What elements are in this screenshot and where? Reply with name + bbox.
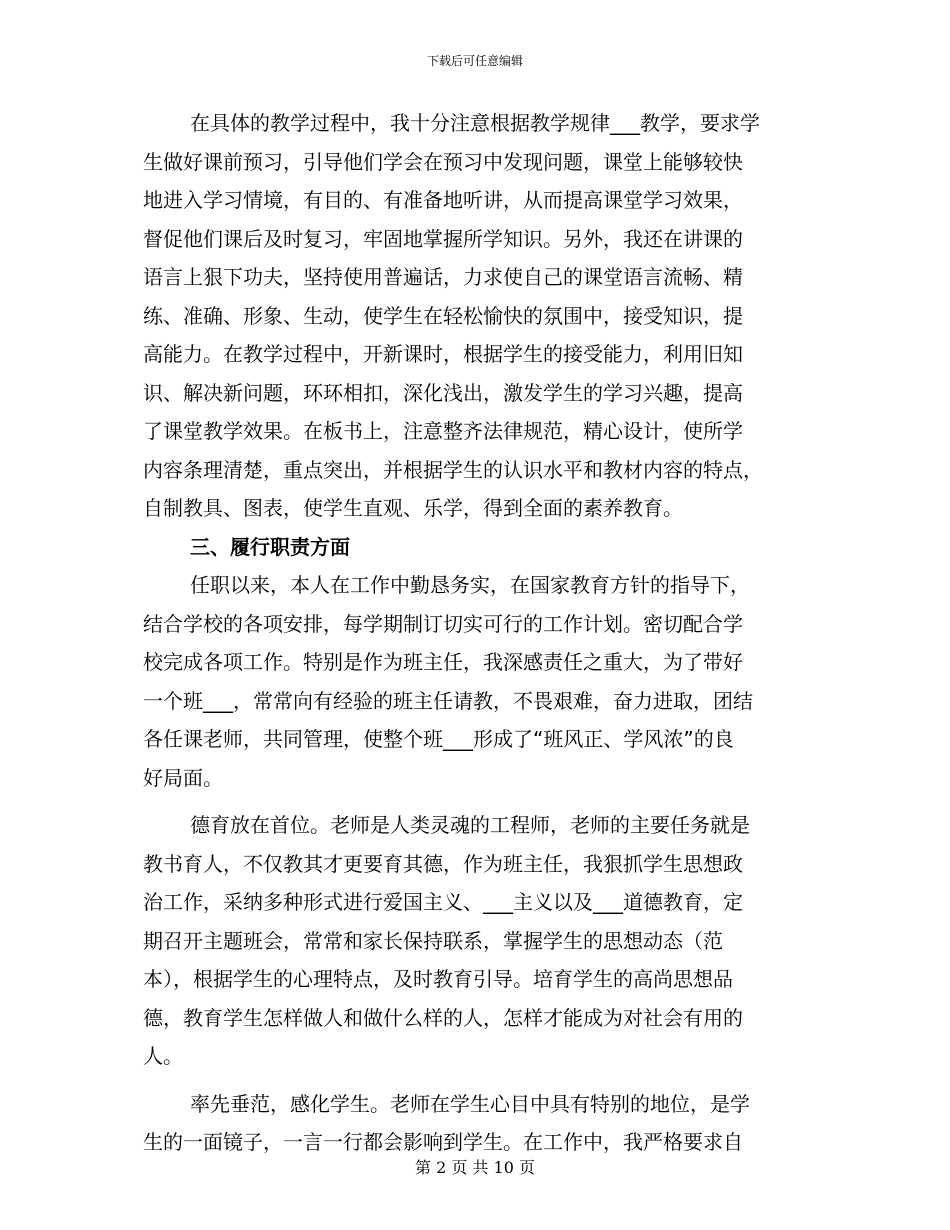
text-line: 一个班___，常常向有经验的班主任请教，不畏艰难，奋力进取，团结 <box>143 688 753 713</box>
text-line: 了课堂教学效果。在板书上，注意整齐法律规范，精心设计，使所学 <box>143 419 743 443</box>
text-line: 好局面。 <box>143 765 223 790</box>
text-line: 率先垂范，感化学生。老师在学生心目中具有特别的地位，是学 <box>190 1091 750 1116</box>
text-line: 人。 <box>143 1044 183 1068</box>
text-line: 练、准确、形象、生动，使学生在轻松愉快的氛围中，接受知识，提 <box>143 303 743 328</box>
text-line: 校完成各项工作。特别是作为班主任，我深感责任之重大，为了带好 <box>143 650 743 674</box>
paragraph-gap <box>143 797 803 806</box>
paragraph-gap <box>143 1076 803 1085</box>
page-footer: 第 2 页 共 10 页 <box>415 1158 535 1177</box>
text-line: 高能力。在教学过程中，开新课时，根据学生的接受能力，利用旧知 <box>143 342 743 366</box>
text-line: 各任课老师，共同管理，使整个班___形成了“班风正、学风浓”的良 <box>143 727 734 751</box>
text-line: 生做好课前预习，引导他们学会在预习中发现问题，课堂上能够较快 <box>143 149 743 174</box>
document-body <box>143 104 803 1162</box>
text-line: 德育放在首位。老师是人类灵魂的工程师，老师的主要任务就是 <box>190 813 750 837</box>
page-header: 下载后可任意编辑 <box>426 54 523 68</box>
text-line: 治工作，采纳多种形式进行爱国主义、___主义以及___道德教育，定 <box>143 890 743 914</box>
text-line: 督促他们课后及时复习，牢固地掌握所学知识。另外，我还在讲课的 <box>143 226 743 251</box>
text-line: 地进入学习情境，有目的、有准备地听讲，从而提高课堂学习效果， <box>143 188 743 212</box>
text-line: 在具体的教学过程中，我十分注意根据教学规律___教学，要求学 <box>190 111 760 135</box>
text-line: 德，教育学生怎样做人和做什么样的人，怎样才能成为对社会有用的 <box>143 1005 743 1030</box>
text-line: 期召开主题班会，常常和家长保持联系，掌握学生的思想动态（范 <box>143 928 723 953</box>
text-line: 识、解决新问题，环环相扣，深化浅出，激发学生的学习兴趣，提高 <box>143 380 743 405</box>
text-line: 任职以来，本人在工作中勤恳务实，在国家教育方针的指导下， <box>190 573 750 597</box>
text-line: 结合学校的各项安排，每学期制订切实可行的工作计划。密切配合学 <box>143 611 743 636</box>
text-line: 本），根据学生的心理特点，及时教育引导。培育学生的高尚思想品 <box>143 967 733 991</box>
section-heading: 三、履行职责方面 <box>190 534 350 559</box>
text-line: 内容条理清楚，重点突出，并根据学生的认识水平和教材内容的特点， <box>143 457 763 482</box>
text-line: 生的一面镜子，一言一行都会影响到学生。在工作中，我严格要求自 <box>143 1130 743 1154</box>
text-line: 语言上狠下功夫，坚持使用普遍话，力求使自己的课堂语言流畅、精 <box>143 265 743 289</box>
text-line: 教书育人，不仅教其才更要育其德，作为班主任，我狠抓学生思想政 <box>143 851 743 876</box>
text-line: 自制教具、图表，使学生直观、乐学，得到全面的素养教育。 <box>143 496 683 520</box>
